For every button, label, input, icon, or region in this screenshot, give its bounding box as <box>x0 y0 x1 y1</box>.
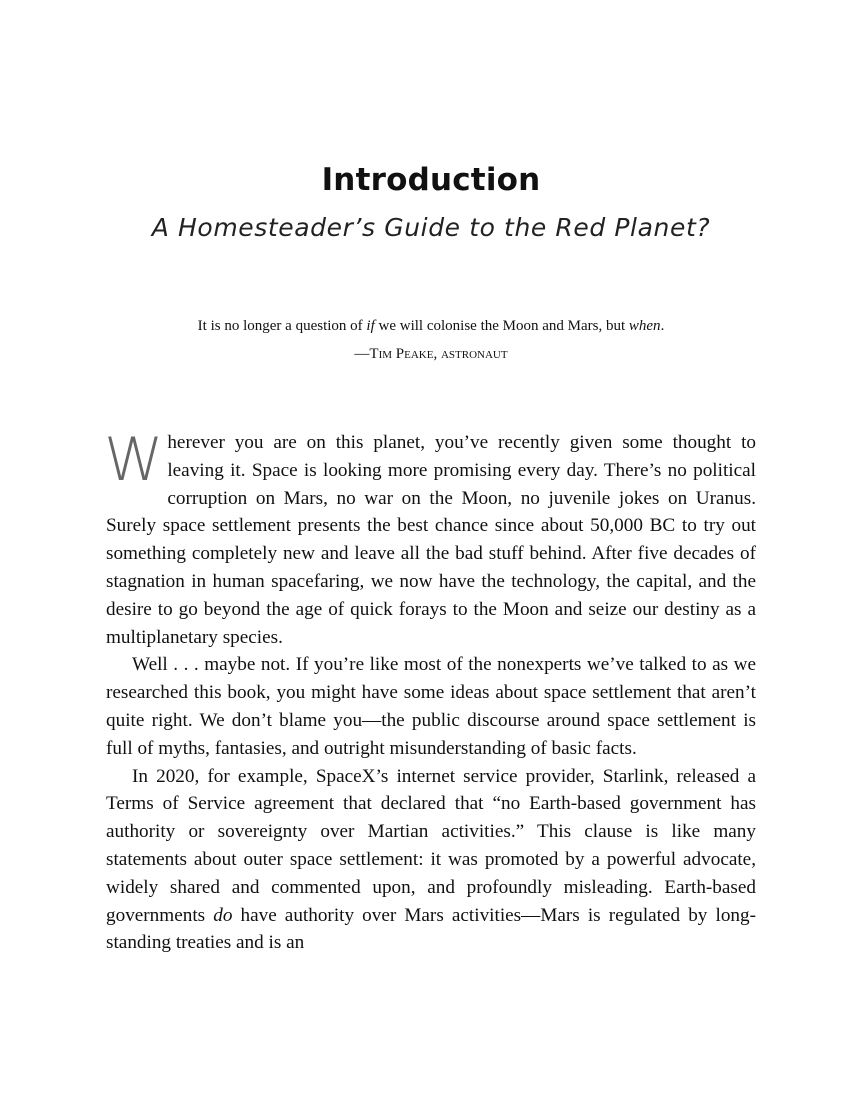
chapter-subtitle: A Homesteader’s Guide to the Red Planet? <box>151 213 711 242</box>
paragraph-3 <box>106 763 756 958</box>
chapter-title: Introduction <box>321 162 541 198</box>
paragraph-3-text-a: In 2020, for example, SpaceX’s internet service provider, Starlink, released a Terms of Service agreement that declared that “no Earth-based government has authority or sovereignty over Martian activities.” This clause is like many statements about outer space settlement: it was promoted by a powerful advocate, widely shared and commented upon, and profoundly misleading. Earth-based governments <box>106 765 756 926</box>
paragraph-2: Well . . . maybe not. If you’re like most of the nonexperts we’ve talked to as we researched this book, you might have some ideas about space settlement that aren’t quite right. We don’t blame you—the public discourse around space settlement is full of myths, fantasies, and outright misunderstanding of basic facts. <box>106 654 756 759</box>
epigraph-emphasis-if: if <box>366 318 375 334</box>
drop-cap: W <box>104 425 164 495</box>
epigraph-attribution: —Tim Peake, astronaut <box>354 346 508 362</box>
epigraph-text-3: . <box>660 318 665 334</box>
epigraph-text-2: we will colonise the Moon and Mars, but <box>374 318 629 334</box>
paragraph-3-emphasis: do <box>213 904 233 926</box>
paragraph-1-text: herever you are on this planet, you’ve recently given some thought to leaving it. Space is looking more promising every day. There’s no political corruption on Mars, no war on the Moon, no juvenile jokes on Uranus. Surely space settlement presents the best chance since about 50,000 BC to try out something completely new and leave all the bad stuff behind. After five decades of stagnation in human spacefaring, we now have the technology, the capital, and the desire to go beyond the age of quick forays to the Moon and seize our destiny as a multiplanetary species. <box>106 432 756 648</box>
paragraph-3-text-b: have authority over Mars activities—Mars is regulated by long-standing treaties and is an <box>106 904 756 954</box>
epigraph-emphasis-when: when <box>628 318 661 334</box>
epigraph-text-1: It is no longer a question of <box>197 318 367 334</box>
epigraph-quote <box>0 316 862 336</box>
body-text <box>104 425 756 957</box>
paragraph-1 <box>104 425 756 651</box>
